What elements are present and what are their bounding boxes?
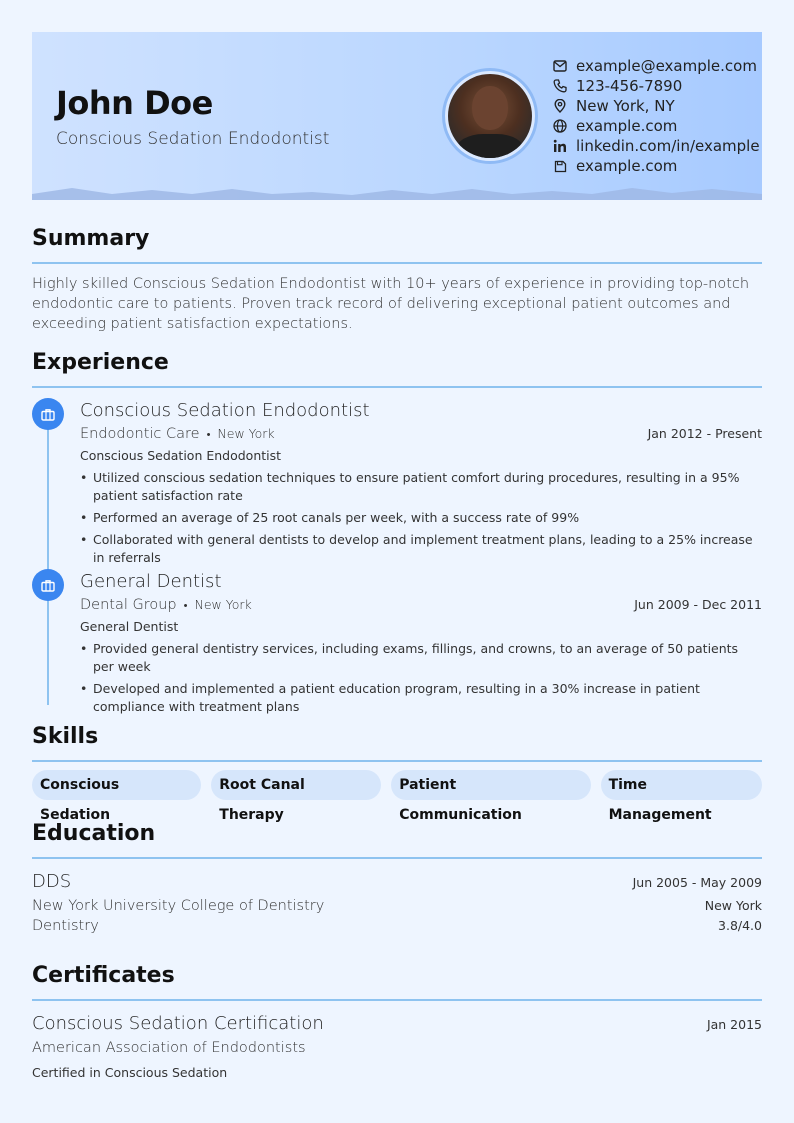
- list-item: • Utilized conscious sedation techniques to ensure patient comfort during procedures, resulting in a 95% patient satisfaction rate: [80, 469, 762, 505]
- certificate-name: Conscious Sedation Certification: [32, 1013, 324, 1034]
- education-location: New York: [704, 898, 762, 913]
- job-location: New York: [217, 426, 275, 441]
- skill-chip: Patient Communication: [391, 770, 590, 800]
- experience-item: [32, 569, 762, 720]
- candidate-name: John Doe: [56, 84, 213, 122]
- contact-phone-text: 123-456-7890: [576, 77, 683, 95]
- candidate-title: Conscious Sedation Endodontist: [56, 129, 330, 149]
- experience-item: [32, 398, 762, 571]
- job-date: Jan 2012 - Present: [647, 426, 762, 441]
- job-title: General Dentist: [80, 571, 222, 592]
- profile-photo: [448, 74, 532, 158]
- portfolio-icon: [552, 158, 568, 174]
- header-wave-decoration: [32, 184, 762, 200]
- location-icon: [552, 98, 568, 114]
- job-subtitle: General Dentist: [80, 619, 179, 634]
- skills-section: [32, 724, 762, 823]
- contact-website-text: example.com: [576, 117, 678, 135]
- resume-header: [32, 32, 762, 200]
- job-date: Jun 2009 - Dec 2011: [634, 597, 762, 612]
- job-bullets: [80, 469, 762, 567]
- education-school: New York University College of Dentistry: [32, 898, 325, 914]
- summary-heading: Summary: [32, 226, 150, 251]
- certificate-description: Certified in Conscious Sedation: [32, 1065, 228, 1080]
- phone-icon: [552, 78, 568, 94]
- skills-list: [32, 770, 762, 823]
- education-heading: Education: [32, 821, 156, 846]
- briefcase-icon: [32, 398, 64, 430]
- contact-location: [552, 96, 760, 116]
- linkedin-icon: [552, 138, 568, 154]
- skill-chip: Time Management: [601, 770, 762, 800]
- contact-phone[interactable]: [552, 76, 760, 96]
- mail-icon: [552, 58, 568, 74]
- experience-section: [32, 350, 762, 388]
- contact-email[interactable]: [552, 56, 760, 76]
- job-company-line: Dental Group • New York: [80, 597, 252, 613]
- certificate-date: Jan 2015: [706, 1017, 762, 1032]
- skill-chip: Conscious Sedation: [32, 770, 201, 800]
- job-company: Endodontic Care: [80, 426, 200, 442]
- globe-icon: [552, 118, 568, 134]
- section-divider: [32, 262, 762, 264]
- education-gpa: 3.8/4.0: [718, 918, 762, 933]
- job-bullets: [80, 640, 762, 716]
- contact-email-text: example@example.com: [576, 57, 757, 75]
- section-divider: [32, 999, 762, 1001]
- contact-linkedin-text: linkedin.com/in/example: [576, 137, 760, 155]
- contact-portfolio-text: example.com: [576, 157, 678, 175]
- list-item: • Collaborated with general dentists to develop and implement treatment plans, leading to a 25% increase in referrals: [80, 531, 762, 567]
- certificate-issuer: American Association of Endodontists: [32, 1040, 306, 1056]
- list-item: • Performed an average of 25 root canals per week, with a success rate of 99%: [80, 509, 762, 527]
- job-company: Dental Group: [80, 597, 177, 613]
- list-item: • Developed and implemented a patient education program, resulting in a 30% increase in patient compliance with treatment plans: [80, 680, 762, 716]
- summary-text: Highly skilled Conscious Sedation Endodontist with 10+ years of experience in providing top-notch endodontic care to patients. Proven track record of delivering exceptional patient outcomes and exceeding patient satisfaction expectations.: [32, 276, 750, 332]
- job-subtitle: Conscious Sedation Endodontist: [80, 448, 282, 463]
- contact-location-text: New York, NY: [576, 97, 675, 115]
- certificates-heading: Certificates: [32, 963, 175, 988]
- job-title: Conscious Sedation Endodontist: [80, 400, 370, 421]
- summary-section: [32, 226, 762, 334]
- job-location: New York: [194, 597, 252, 612]
- list-item: • Provided general dentistry services, including exams, fillings, and crowns, to an average of 50 patients per week: [80, 640, 762, 676]
- section-divider: [32, 760, 762, 762]
- skills-heading: Skills: [32, 724, 99, 749]
- contact-linkedin[interactable]: [552, 136, 760, 156]
- job-company-line: Endodontic Care • New York: [80, 426, 275, 442]
- certificates-section: [32, 963, 762, 1081]
- experience-heading: Experience: [32, 350, 169, 375]
- section-divider: [32, 857, 762, 859]
- briefcase-icon: [32, 569, 64, 601]
- education-date: Jun 2005 - May 2009: [632, 875, 762, 890]
- contact-portfolio[interactable]: [552, 156, 760, 176]
- section-divider: [32, 386, 762, 388]
- education-field: Dentistry: [32, 918, 99, 934]
- avatar: [442, 68, 538, 164]
- education-degree: DDS: [32, 871, 72, 892]
- contact-list: [552, 56, 760, 176]
- skill-chip: Root Canal Therapy: [211, 770, 381, 800]
- contact-website[interactable]: [552, 116, 760, 136]
- education-section: [32, 821, 762, 934]
